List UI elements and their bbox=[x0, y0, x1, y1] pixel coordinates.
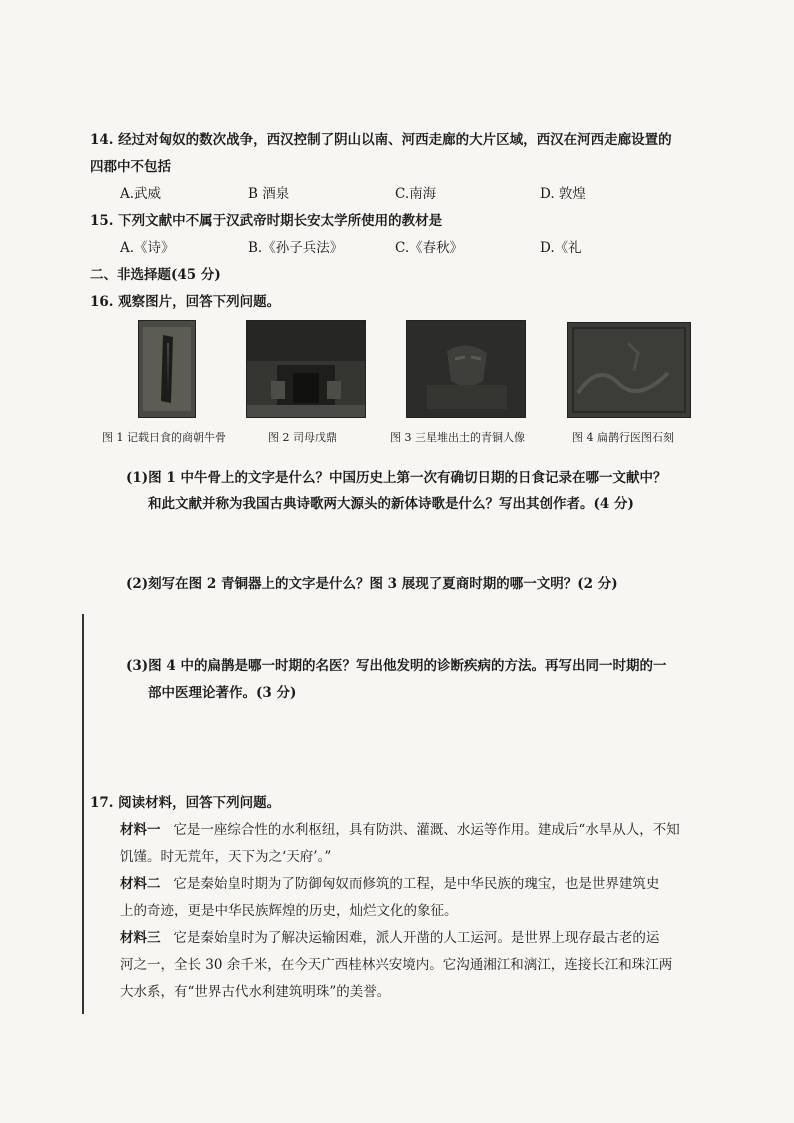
q17-material-2-line1 bbox=[120, 874, 659, 894]
figure-3-caption: 图 3 三星堆出土的青铜人像 bbox=[390, 431, 525, 444]
q16-sub1-line2: 和此文献并称为我国古典诗歌两大源头的新体诗歌是什么？写出其创作者。(4 分) bbox=[148, 496, 634, 512]
q14-option-c: C.南海 bbox=[395, 186, 437, 202]
q15-option-c: C.《春秋》 bbox=[395, 240, 464, 256]
q17-material-2-line2: 上的奇迹，更是中华民族辉煌的历史，灿烂文化的象征。 bbox=[120, 903, 458, 919]
q14-option-b: B 酒泉 bbox=[248, 186, 290, 202]
material-2-label: 材料二 bbox=[120, 876, 161, 892]
q17-material-1-line2: 饥馑。时无荒年，天下为之‘天府’。” bbox=[120, 849, 332, 865]
q17-material-1-line1 bbox=[120, 820, 680, 840]
bronze-ding-photo bbox=[246, 320, 366, 418]
q14-stem-line1: 14. 经过对匈奴的数次战争，西汉控制了阴山以南、河西走廊的大片区域，西汉在河西走廊设置的 bbox=[90, 132, 672, 148]
material-1-text-1: 它是一座综合性的水利枢纽，具有防洪、灌溉、水运等作用。建成后“水旱从人，不知 bbox=[173, 822, 680, 838]
figure-4-caption: 图 4 扁鹊行医图石刻 bbox=[572, 431, 674, 444]
q17-material-3-line1 bbox=[120, 928, 659, 948]
q14-option-d: D. 敦煌 bbox=[540, 186, 586, 202]
material-2-text-1: 它是秦始皇时期为了防御匈奴而修筑的工程，是中华民族的瑰宝，也是世界建筑史 bbox=[173, 876, 660, 892]
oracle-bone-photo bbox=[138, 320, 196, 418]
q16-sub1-line1: (1)图 1 中牛骨上的文字是什么？中国历史上第一次有确切日期的日食记录在哪一文献中？ bbox=[126, 470, 667, 486]
margin-rule bbox=[82, 614, 84, 1014]
q14-stem-line2: 四郡中不包括 bbox=[90, 159, 171, 175]
q16-sub2: (2)刻写在图 2 青铜器上的文字是什么？图 3 展现了夏商时期的哪一文明？(2 分) bbox=[126, 576, 618, 592]
q16-sub3-line1: (3)图 4 中的扁鹊是哪一时期的名医？写出他发明的诊断疾病的方法。再写出同一时期的一 bbox=[126, 658, 667, 674]
stone-carving-photo bbox=[567, 322, 691, 418]
q16-sub3-line2: 部中医理论著作。(3 分) bbox=[148, 685, 297, 701]
q15-option-b: B.《孙子兵法》 bbox=[248, 240, 344, 256]
q17-material-3-line2: 河之一，全长 30 余千米，在今天广西桂林兴安境内。它沟通湘江和漓江，连接长江和珠江两 bbox=[120, 957, 673, 973]
section-2-title: 二、非选择题(45 分) bbox=[90, 267, 221, 283]
material-3-text-1: 它是秦始皇时为了解决运输困难，派人开凿的人工运河。是世界上现存最古老的运 bbox=[173, 930, 660, 946]
figure-2-caption: 图 2 司母戊鼎 bbox=[268, 431, 337, 444]
q17-stem: 17. 阅读材料，回答下列问题。 bbox=[90, 795, 281, 811]
q15-stem: 15. 下列文献中不属于汉武帝时期长安太学所使用的教材是 bbox=[90, 213, 443, 229]
figure-1-caption: 图 1 记载日食的商朝牛骨 bbox=[102, 431, 226, 444]
material-3-label: 材料三 bbox=[120, 930, 161, 946]
q15-option-d: D.《礼 bbox=[540, 240, 582, 256]
bronze-figure-photo bbox=[406, 320, 526, 418]
material-1-label: 材料一 bbox=[120, 822, 161, 838]
q15-option-a: A.《诗》 bbox=[120, 240, 175, 256]
q16-stem: 16. 观察图片，回答下列问题。 bbox=[90, 294, 281, 310]
q14-option-a: A.武威 bbox=[120, 186, 162, 202]
q17-material-3-line3: 大水系，有“世界古代水利建筑明珠”的美誉。 bbox=[120, 984, 391, 1000]
